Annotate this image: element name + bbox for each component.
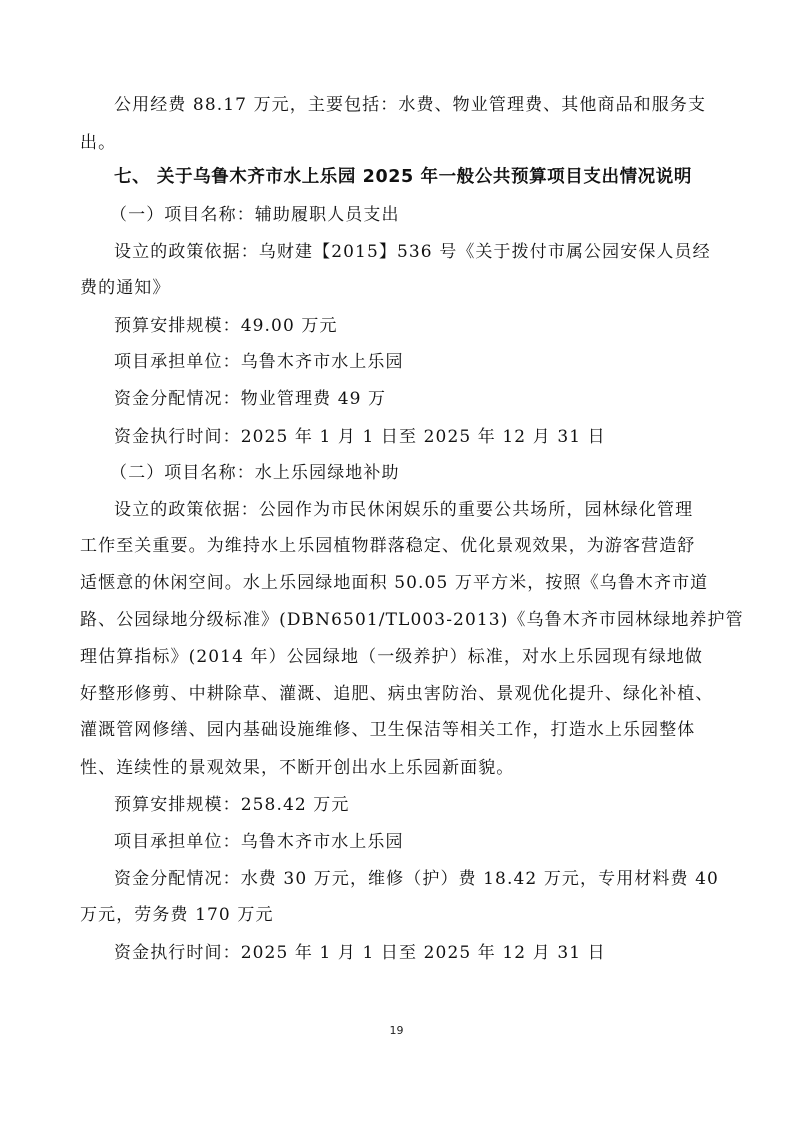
policy-basis-line: 好整形修剪、中耕除草、灌溉、追肥、病虫害防治、景观优化提升、绿化补植、	[80, 684, 714, 704]
budget-scale: 预算安排规模：258.42 万元	[114, 795, 350, 815]
policy-basis-line: 灌溉管网修缮、园内基础设施维修、卫生保洁等相关工作，打造水上乐园整体	[80, 720, 696, 740]
budget-scale: 预算安排规模：49.00 万元	[114, 316, 338, 336]
policy-basis-line: 路、公园绿地分级标准》(DBN6501/TL003-2013)《乌鲁木齐市园林绿地养护管	[80, 610, 744, 630]
page-number: 19	[389, 1024, 404, 1037]
policy-basis-line: 设立的政策依据：公园作为市民休闲娱乐的重要公共场所，园林绿化管理	[114, 500, 694, 520]
policy-basis-line: 理估算指标》(2014 年）公园绿地（一级养护）标准，对水上乐园现有绿地做	[80, 647, 703, 667]
project-title: （二）项目名称：水上乐园绿地补助	[110, 463, 400, 483]
fund-allocation: 资金分配情况：水费 30 万元，维修（护）费 18.42 万元，专用材料费 40	[114, 869, 719, 889]
fund-allocation: 万元，劳务费 170 万元	[80, 905, 274, 925]
policy-basis-line: 适惬意的休闲空间。水上乐园绿地面积 50.05 万平方米，按照《乌鲁木齐市道	[80, 573, 709, 593]
execution-period: 资金执行时间：2025 年 1 月 1 日至 2025 年 12 月 31 日	[114, 427, 606, 447]
policy-basis-line: 费的通知》	[80, 278, 171, 298]
policy-basis-line: 设立的政策依据：乌财建【2015】536 号《关于拨付市属公园安保人员经	[114, 242, 711, 262]
policy-basis-line: 工作至关重要。为维持水上乐园植物群落稳定、优化景观效果，为游客营造舒	[80, 536, 696, 556]
fund-allocation: 资金分配情况：物业管理费 49 万	[114, 389, 387, 409]
policy-basis-line: 性、连续性的景观效果，不断开创出水上乐园新面貌。	[80, 758, 515, 778]
execution-period: 资金执行时间：2025 年 1 月 1 日至 2025 年 12 月 31 日	[114, 943, 606, 963]
responsible-unit: 项目承担单位：乌鲁木齐市水上乐园	[114, 352, 404, 372]
project-title: （一）项目名称：辅助履职人员支出	[110, 205, 400, 225]
paragraph-line: 公用经费 88.17 万元，主要包括：水费、物业管理费、其他商品和服务支	[114, 95, 707, 115]
paragraph-line: 出。	[80, 133, 117, 153]
responsible-unit: 项目承担单位：乌鲁木齐市水上乐园	[114, 832, 404, 852]
section-heading: 七、 关于乌鲁木齐市水上乐园 2025 年一般公共预算项目支出情况说明	[114, 167, 692, 187]
